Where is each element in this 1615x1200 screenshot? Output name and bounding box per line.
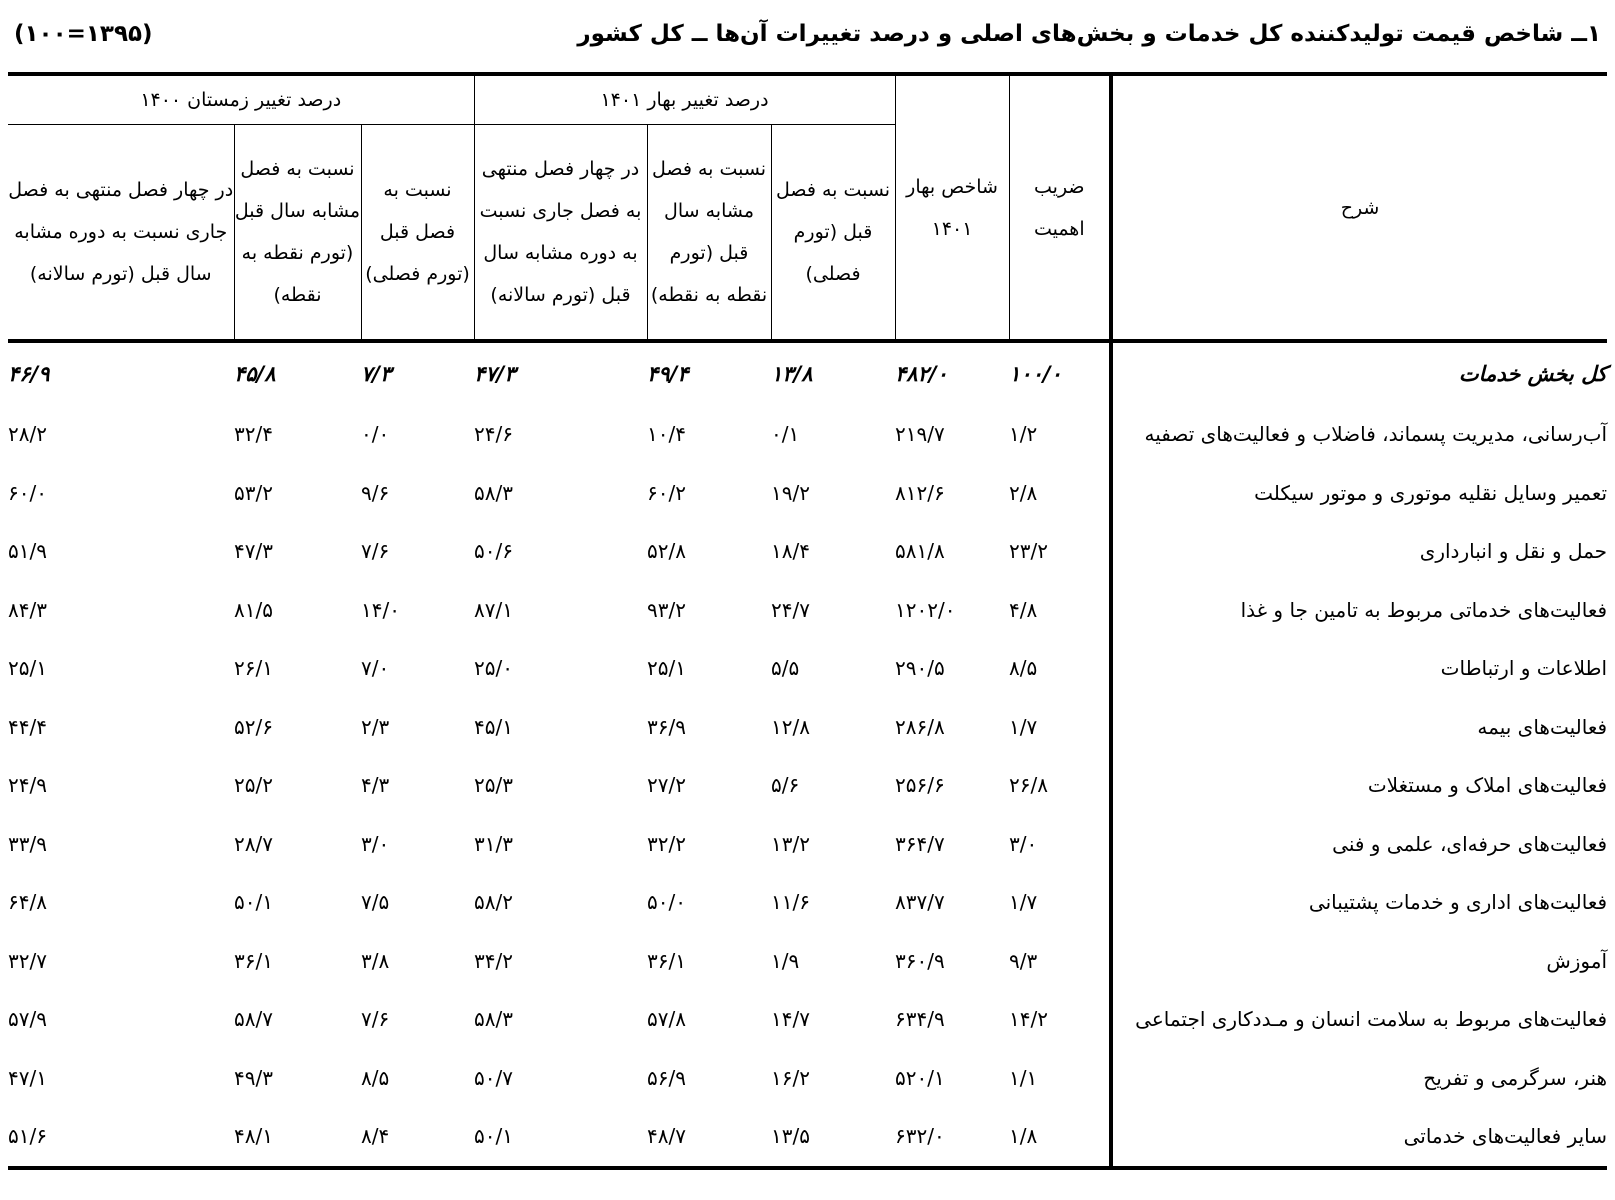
cell-spring-same: ۳۲/۲: [647, 831, 686, 856]
table-row: [8, 932, 1607, 991]
cell-winter-annual: ۵۱/۶: [8, 1124, 47, 1149]
table-row: [8, 756, 1607, 815]
table-header: [8, 74, 1607, 341]
cell-winter-prev: ۸/۵: [361, 1065, 390, 1090]
cell-spring-annual: ۵۰/۶: [474, 539, 513, 564]
cell-spring-annual: ۵۰/۱: [474, 1124, 513, 1149]
base-year: (۱۰۰=۱۳۹۵): [14, 21, 153, 47]
row-label: آب‌رسانی، مدیریت پسماند، فاضلاب و فعالیت‌های تصفیه: [1111, 405, 1607, 464]
table-row: [8, 581, 1607, 640]
table-body: [8, 341, 1607, 1168]
cell-spring-same: ۵۶/۹: [647, 1065, 686, 1090]
cell-spring-annual: ۲۵/۰: [474, 656, 513, 681]
cell-winter-annual: ۳۲/۷: [8, 948, 47, 973]
cell-index: ۳۶۰/۹: [895, 948, 945, 973]
header-winter-annual: در چهار فصل منتهی به فصل جاری نسبت به دوره مشابه سال قبل (تورم سالانه): [8, 179, 234, 285]
cell-index: ۲۸۶/۸: [895, 714, 945, 739]
cell-weight: ۸/۵: [1009, 656, 1038, 681]
cell-winter-annual: ۲۴/۹: [8, 773, 47, 798]
cell-winter-prev: ۷/۰: [361, 656, 390, 681]
cell-winter-annual: ۸۴/۳: [8, 597, 47, 622]
cell-winter-same: ۴۸/۱: [234, 1124, 273, 1149]
cell-weight: ۱/۲: [1009, 422, 1038, 447]
table-row: [8, 464, 1607, 523]
cell-weight: ۹/۳: [1009, 948, 1038, 973]
cell-weight: ۱/۷: [1009, 890, 1038, 915]
cell-spring-same: ۳۶/۹: [647, 714, 686, 739]
cell-winter-same: ۵۳/۲: [234, 480, 273, 505]
row-label: هنر، سرگرمی و تفریح: [1111, 1049, 1607, 1108]
cell-winter-same: ۳۲/۴: [234, 422, 273, 447]
cell-weight: ۱/۱: [1009, 1065, 1038, 1090]
header-group-winter: درصد تغییر زمستان ۱۴۰۰: [8, 74, 474, 125]
cell-winter-annual: ۳۳/۹: [8, 831, 47, 856]
cell-spring-annual: ۵۸/۳: [474, 480, 513, 505]
cell-winter-prev: ۳/۰: [361, 831, 390, 856]
table-row: [8, 405, 1607, 464]
cell-spring-same: ۲۵/۱: [647, 656, 686, 681]
cell-spring-prev: ۲۴/۷: [771, 597, 810, 622]
cell-winter-prev: ۳/۸: [361, 948, 390, 973]
row-label: فعالیت‌های مربوط به سلامت انسان و مـددکاری اجتماعی: [1111, 990, 1607, 1049]
cell-weight: ۳/۰: [1009, 831, 1038, 856]
row-label: فعالیت‌های خدماتی مربوط به تامین جا و غذا: [1111, 581, 1607, 640]
ppi-table: [8, 72, 1607, 1170]
row-label: فعالیت‌های حرفه‌ای، علمی و فنی: [1111, 815, 1607, 874]
cell-index: ۲۹۰/۵: [895, 656, 945, 681]
cell-index: ۳۶۴/۷: [895, 831, 945, 856]
cell-winter-annual: ۶۰/۰: [8, 480, 47, 505]
cell-spring-annual: ۳۴/۲: [474, 948, 513, 973]
cell-winter-annual: ۲۸/۲: [8, 422, 47, 447]
cell-spring-annual: ۲۵/۳: [474, 773, 513, 798]
cell-index: ۸۱۲/۶: [895, 480, 945, 505]
header-group-spring: درصد تغییر بهار ۱۴۰۱: [474, 74, 895, 125]
cell-index: ۸۳۷/۷: [895, 890, 945, 915]
row-label: فعالیت‌های املاک و مستغلات: [1111, 756, 1607, 815]
table-row: [8, 1107, 1607, 1168]
cell-spring-annual: ۵۰/۷: [474, 1065, 513, 1090]
table-row: [8, 873, 1607, 932]
table-row: [8, 522, 1607, 581]
cell-spring-prev: ۵/۶: [771, 773, 800, 798]
cell-spring-same: ۵۷/۸: [647, 1007, 686, 1032]
cell-spring-prev: ۱۴/۷: [771, 1007, 810, 1032]
cell-spring-prev: ۵/۵: [771, 656, 800, 681]
header-spring-same-season: نسبت به فصل مشابه سال قبل (تورم نقطه به نقطه): [647, 125, 771, 342]
cell-spring-prev: ۱۳/۸: [771, 362, 813, 386]
cell-winter-annual: ۵۱/۹: [8, 539, 47, 564]
cell-winter-annual: ۶۴/۸: [8, 890, 47, 915]
cell-index: ۱۲۰۲/۰: [895, 597, 956, 622]
row-label: اطلاعات و ارتباطات: [1111, 639, 1607, 698]
row-label: کل بخش خدمات: [1111, 341, 1607, 405]
cell-spring-prev: ۱۹/۲: [771, 480, 810, 505]
cell-index: ۴۸۲/۰: [895, 362, 948, 386]
row-label: فعالیت‌های اداری و خدمات پشتیبانی: [1111, 873, 1607, 932]
row-label: آموزش: [1111, 932, 1607, 991]
cell-winter-same: ۵۰/۱: [234, 890, 273, 915]
cell-weight: ۲۶/۸: [1009, 773, 1048, 798]
cell-index: ۵۸۱/۸: [895, 539, 945, 564]
cell-winter-prev: ۱۴/۰: [361, 597, 400, 622]
cell-winter-prev: ۷/۶: [361, 539, 390, 564]
cell-winter-prev: ۷/۵: [361, 890, 390, 915]
cell-winter-same: ۳۶/۱: [234, 948, 273, 973]
cell-spring-same: ۵۲/۸: [647, 539, 686, 564]
cell-index: ۶۳۴/۹: [895, 1007, 945, 1032]
row-label: حمل و نقل و انبارداری: [1111, 522, 1607, 581]
cell-winter-annual: ۴۷/۱: [8, 1065, 47, 1090]
cell-winter-prev: ۰/۰: [361, 422, 390, 447]
table-row: [8, 698, 1607, 757]
cell-spring-annual: ۵۸/۲: [474, 890, 513, 915]
cell-spring-annual: ۸۷/۱: [474, 597, 513, 622]
cell-weight: ۱۰۰/۰: [1009, 362, 1062, 386]
cell-winter-same: ۴۵/۸: [234, 362, 276, 386]
cell-spring-prev: ۱/۹: [771, 948, 800, 973]
cell-winter-prev: ۷/۶: [361, 1007, 390, 1032]
header-description: شرح: [1111, 74, 1607, 341]
title-row: [14, 14, 1601, 54]
cell-winter-annual: ۵۷/۹: [8, 1007, 47, 1032]
cell-spring-annual: ۵۸/۳: [474, 1007, 513, 1032]
header-winter-prev-season: نسبت به فصل قبل (تورم فصلی): [361, 125, 474, 342]
cell-spring-annual: ۳۱/۳: [474, 831, 513, 856]
cell-winter-same: ۲۸/۷: [234, 831, 273, 856]
cell-weight: ۱/۸: [1009, 1124, 1038, 1149]
cell-spring-same: ۳۶/۱: [647, 948, 686, 973]
cell-spring-same: ۵۰/۰: [647, 890, 686, 915]
row-label: سایر فعالیت‌های خدماتی: [1111, 1107, 1607, 1168]
table-row: [8, 815, 1607, 874]
cell-spring-same: ۴۹/۴: [647, 362, 689, 386]
cell-spring-same: ۴۸/۷: [647, 1124, 686, 1149]
cell-winter-same: ۲۶/۱: [234, 656, 273, 681]
cell-winter-annual: ۴۴/۴: [8, 714, 47, 739]
cell-spring-annual: ۴۷/۳: [474, 362, 516, 386]
cell-weight: ۱۴/۲: [1009, 1007, 1048, 1032]
cell-spring-same: ۱۰/۴: [647, 422, 686, 447]
cell-winter-same: ۴۹/۳: [234, 1065, 273, 1090]
cell-spring-prev: ۱۱/۶: [771, 890, 810, 915]
table-row: [8, 1049, 1607, 1108]
cell-weight: ۲۳/۲: [1009, 539, 1048, 564]
cell-index: ۲۱۹/۷: [895, 422, 945, 447]
cell-winter-annual: ۲۵/۱: [8, 656, 47, 681]
cell-winter-same: ۵۲/۶: [234, 714, 273, 739]
cell-winter-prev: ۲/۳: [361, 714, 390, 739]
row-label: فعالیت‌های بیمه: [1111, 698, 1607, 757]
cell-index: ۵۲۰/۱: [895, 1065, 945, 1090]
cell-weight: ۱/۷: [1009, 714, 1038, 739]
cell-winter-annual: ۴۶/۹: [8, 362, 50, 386]
cell-winter-prev: ۹/۶: [361, 480, 390, 505]
cell-spring-prev: ۱۳/۵: [771, 1124, 810, 1149]
cell-spring-annual: ۲۴/۶: [474, 422, 513, 447]
cell-spring-prev: ۱۸/۴: [771, 539, 810, 564]
table-row-total: [8, 341, 1607, 405]
cell-winter-prev: ۴/۳: [361, 773, 390, 798]
cell-spring-same: ۹۳/۲: [647, 597, 686, 622]
cell-spring-prev: ۱۳/۲: [771, 831, 810, 856]
cell-winter-prev: ۷/۳: [361, 362, 392, 386]
cell-winter-same: ۴۷/۳: [234, 539, 273, 564]
cell-weight: ۴/۸: [1009, 597, 1038, 622]
cell-spring-prev: ۱۲/۸: [771, 714, 810, 739]
cell-winter-same: ۵۸/۷: [234, 1007, 273, 1032]
cell-index: ۶۳۲/۰: [895, 1124, 945, 1149]
table-title: ۱ــ شاخص قیمت تولیدکننده کل خدمات و بخش‌های اصلی و درصد تغییرات آن‌ها ــ کل کشور: [577, 21, 1601, 47]
cell-index: ۲۵۶/۶: [895, 773, 945, 798]
cell-winter-prev: ۸/۴: [361, 1124, 390, 1149]
cell-winter-same: ۲۵/۲: [234, 773, 273, 798]
cell-weight: ۲/۸: [1009, 480, 1038, 505]
cell-spring-same: ۲۷/۲: [647, 773, 686, 798]
header-spring-annual: در چهار فصل منتهی به فصل جاری نسبت به دوره مشابه سال قبل (تورم سالانه): [474, 125, 647, 342]
cell-spring-prev: ۱۶/۲: [771, 1065, 810, 1090]
header-spring-prev-season: نسبت به فصل قبل (تورم فصلی): [771, 125, 895, 342]
cell-spring-prev: ۰/۱: [771, 422, 800, 447]
header-winter-same-season: نسبت به فصل مشابه سال قبل (تورم نقطه به نقطه): [234, 125, 361, 342]
cell-winter-same: ۸۱/۵: [234, 597, 273, 622]
table-row: [8, 990, 1607, 1049]
row-label: تعمیر وسایل نقلیه موتوری و موتور سیکلت: [1111, 464, 1607, 523]
cell-spring-annual: ۴۵/۱: [474, 714, 513, 739]
table-row: [8, 639, 1607, 698]
cell-spring-same: ۶۰/۲: [647, 480, 686, 505]
header-weight: ضریب اهمیت: [1009, 74, 1111, 341]
header-index: شاخص بهار ۱۴۰۱: [895, 74, 1009, 341]
